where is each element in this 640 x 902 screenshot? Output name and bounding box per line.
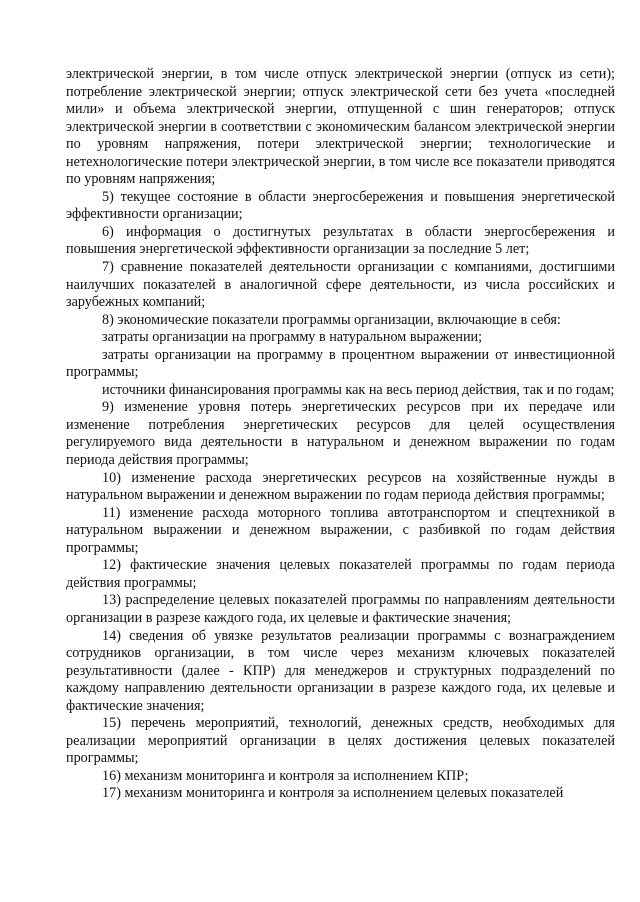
document-body	[66, 66, 615, 803]
paragraph: источники финансирования программы как на весь период действия, так и по годам;	[102, 381, 615, 398]
paragraph: 16) механизм мониторинга и контроля за исполнением КПР;	[102, 767, 469, 784]
paragraph: 11) изменение расхода моторного топлива автотранспортом и спецтехникой в натуральном выражении и денежном выражении, с разбивкой по годам действия программы;	[66, 504, 615, 556]
paragraph: 5) текущее состояние в области энергосбережения и повышения энергетической эффективности организации;	[66, 188, 615, 223]
paragraph: 7) сравнение показателей деятельности организации с компаниями, достигшими наилучших показателей в аналогичной сфере деятельности, из числа российских и зарубежных компаний;	[66, 259, 615, 311]
paragraph: 8) экономические показатели программы организации, включающие в себя:	[102, 311, 561, 328]
paragraph: 9) изменение уровня потерь энергетических ресурсов при их передаче или изменение потребления энергетических ресурсов для целей осуществления регулируемого вида деятельности в натуральном и денежном выражении по годам периода действия программы;	[66, 399, 615, 469]
paragraph: затраты организации на программу в натуральном выражении;	[102, 329, 483, 346]
paragraph: 15) перечень мероприятий, технологий, денежных средств, необходимых для реализации мероприятий организации в целях достижения целевых показателей программы;	[66, 715, 615, 767]
paragraph: электрической энергии, в том числе отпуск электрической энергии (отпуск из сети); потребление электрической энергии; отпуск электрической сети без учета «последней мили» и объема электрической энергии, отпущенной с шин генераторов; отпуск электрической энергии в соответствии с экономическим балансом электрической энергии по уровням напряжения, потери электрической энергии; технологические и нетехнологические потери электрической энергии, в том числе все показатели приводятся по уровням напряжения;	[66, 66, 615, 188]
paragraph: 6) информация о достигнутых результатах в области энергосбережения и повышения энергетической эффективности организации за последние 5 лет;	[66, 223, 615, 258]
paragraph: 10) изменение расхода энергетических ресурсов на хозяйственные нужды в натуральном выражении и денежном выражении по годам периода действия программы;	[66, 469, 615, 504]
paragraph: 13) распределение целевых показателей программы по направлениям деятельности организации в разрезе каждого года, их целевые и фактические значения;	[66, 592, 615, 626]
paragraph: 12) фактические значения целевых показателей программы по годам периода действия программы;	[66, 557, 615, 591]
paragraph: 17) механизм мониторинга и контроля за исполнением целевых показателей	[102, 785, 564, 802]
paragraph: 14) сведения об увязке результатов реализации программы с вознаграждением сотрудников организации, в том числе через механизм ключевых показателей результативности (далее - КПР) для менеджеров и структурных подразделений по каждому направлению деятельности организации в разрезе каждого года, их целевые и фактические значения;	[66, 627, 615, 714]
paragraph: затраты организации на программу в процентном выражении от инвестиционной программы;	[66, 346, 615, 381]
